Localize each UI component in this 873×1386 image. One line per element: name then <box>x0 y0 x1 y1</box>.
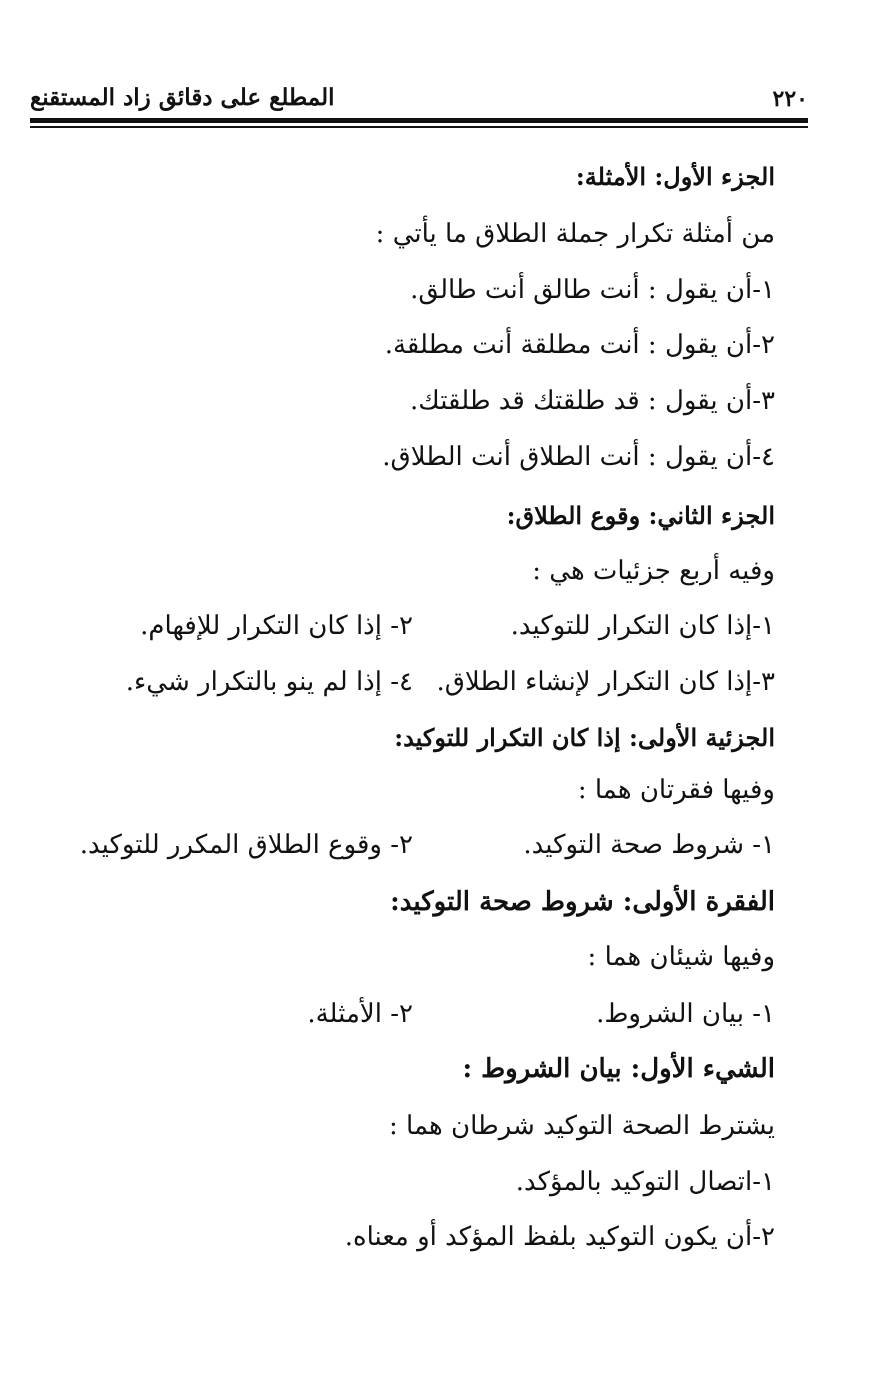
example-item: ٢-أن يقول : أنت مطلقة أنت مطلقة. <box>384 330 775 360</box>
part2-item: ٣-إذا كان التكرار لإنشاء الطلاق. <box>436 667 775 697</box>
subpart1-intro: وفيها فقرتان هما : <box>577 775 775 805</box>
part1-heading: الجزء الأول: الأمثلة: <box>575 162 775 191</box>
subpart1-item: ٢- وقوع الطلاق المكرر للتوكيد. <box>79 830 413 860</box>
example-item: ٤-أن يقول : أنت الطلاق أنت الطلاق. <box>382 442 775 472</box>
paragraph1-heading: الفقرة الأولى: شروط صحة التوكيد: <box>390 887 775 917</box>
condition-item: ٢-أن يكون التوكيد بلفظ المؤكد أو معناه. <box>344 1222 775 1252</box>
subpart1-item: ١- شروط صحة التوكيد. <box>523 830 775 860</box>
thing1-heading: الشيء الأول: بيان الشروط : <box>462 1054 775 1084</box>
part2-intro: وفيه أربع جزئيات هي : <box>532 556 775 586</box>
subpart1-heading: الجزئية الأولى: إذا كان التكرار للتوكيد: <box>394 723 775 752</box>
paragraph1-item: ١- بيان الشروط. <box>596 999 775 1029</box>
part2-item: ٤- إذا لم ينو بالتكرار شيء. <box>125 667 413 697</box>
paragraph1-intro: وفيها شيئان هما : <box>587 942 775 972</box>
example-item: ١-أن يقول : أنت طالق أنت طالق. <box>410 275 775 305</box>
part2-item: ١-إذا كان التكرار للتوكيد. <box>510 611 775 641</box>
part2-item: ٢- إذا كان التكرار للإفهام. <box>140 611 413 641</box>
paragraph1-item: ٢- الأمثلة. <box>307 999 413 1029</box>
condition-item: ١-اتصال التوكيد بالمؤكد. <box>515 1167 775 1197</box>
running-header <box>30 84 808 118</box>
page-number: ٢٢٠ <box>772 86 808 112</box>
book-title: المطلع على دقائق زاد المستقنع <box>30 84 335 111</box>
example-item: ٣-أن يقول : قد طلقتك قد طلقتك. <box>410 386 775 416</box>
header-rule-thin <box>30 126 808 128</box>
thing1-intro: يشترط الصحة التوكيد شرطان هما : <box>389 1111 775 1141</box>
header-rule-thick <box>30 118 808 123</box>
part2-heading: الجزء الثاني: وقوع الطلاق: <box>506 501 775 530</box>
part1-intro: من أمثلة تكرار جملة الطلاق ما يأتي : <box>375 219 775 249</box>
